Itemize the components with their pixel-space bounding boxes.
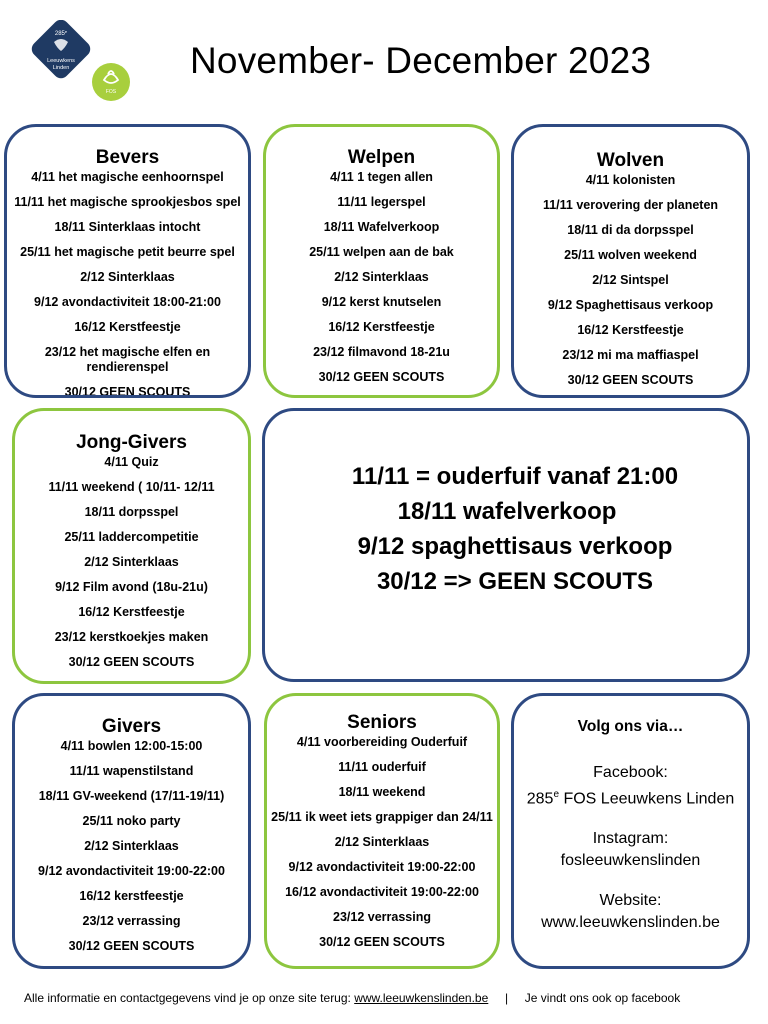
scouts-logo: [28, 20, 138, 102]
schedule-item: 30/12 GEEN SCOUTS: [68, 655, 195, 669]
announcement-line: 18/11 wafelverkoop: [397, 498, 617, 525]
section-title: Bevers: [95, 147, 160, 168]
announcement-line: 9/12 spaghettisaus verkoop: [357, 533, 673, 560]
schedule-item: 18/11 weekend: [338, 785, 426, 799]
schedule-item: 2/12 Sinterklaas: [84, 839, 179, 853]
schedule-item: 4/11 voorbereiding Ouderfuif: [296, 735, 468, 749]
schedule-item: 16/12 Kerstfeestje: [577, 323, 684, 337]
page-title: November- December 2023: [190, 40, 652, 81]
section-bevers: [4, 124, 251, 398]
schedule-item: 23/12 kerstkoekjes maken: [54, 630, 209, 644]
section-seniors: [264, 693, 500, 969]
svg-text:Leeuwkens: Leeuwkens: [47, 58, 75, 64]
footer-facebook-text: Je vindt ons ook op facebook: [524, 991, 681, 1005]
section-items: [7, 170, 248, 398]
section-title: Wolven: [596, 150, 665, 171]
schedule-item: 11/11 wapenstilstand: [69, 764, 194, 778]
instagram-account[interactable]: fosleeuwkenslinden: [560, 852, 701, 870]
schedule-item: 25/11 het magische petit beurre spel: [20, 245, 235, 259]
schedule-item: 4/11 het magische eenhoornspel: [31, 170, 224, 184]
section-items: [514, 173, 747, 388]
schedule-item: 9/12 kerst knutselen: [321, 295, 442, 309]
schedule-item: 2/12 Sinterklaas: [84, 555, 179, 569]
footer-website-link[interactable]: www.leeuwkenslinden.be: [354, 991, 489, 1005]
footer: [24, 990, 724, 1006]
schedule-item: 23/12 verrassing: [82, 914, 181, 928]
schedule-item: 30/12 GEEN SCOUTS: [64, 385, 191, 398]
schedule-item: 11/11 verovering der planeten: [542, 198, 719, 212]
schedule-item: 16/12 Kerstfeestje: [74, 320, 181, 334]
footer-text: Alle informatie en contactgegevens vind je op onze site terug:: [24, 991, 355, 1005]
schedule-item: 11/11 weekend ( 10/11- 12/11: [48, 480, 215, 494]
facebook-label: Facebook:: [593, 764, 668, 781]
section-wolven: [511, 124, 750, 398]
schedule-item: 18/11 Sinterklaas intocht: [54, 220, 201, 234]
section-title: Seniors: [347, 712, 417, 733]
announcement-line: 11/11 = ouderfuif vanaf 21:00: [351, 463, 679, 490]
schedule-item: 11/11 ouderfuif: [338, 760, 426, 774]
announcement-lines: [265, 411, 747, 599]
schedule-item: 11/11 het magische sprookjesbos spel: [14, 195, 241, 209]
section-jonggivers: [12, 408, 251, 684]
schedule-item: 30/12 GEEN SCOUTS: [68, 939, 195, 953]
schedule-item: 30/12 GEEN SCOUTS: [567, 373, 694, 387]
section-givers: [12, 693, 251, 969]
schedule-item: 30/12 GEEN SCOUTS: [318, 370, 445, 384]
schedule-item: 25/11 wolven weekend: [564, 248, 697, 262]
section-title: Jong-Givers: [76, 432, 187, 453]
section-items: [266, 170, 497, 385]
schedule-item: 23/12 filmavond 18-21u: [313, 345, 450, 359]
svg-text:Linden: Linden: [52, 65, 70, 71]
schedule-item: 25/11 ik weet iets grappiger dan 24/11: [271, 810, 493, 824]
schedule-item: 25/11 noko party: [82, 814, 181, 828]
footer-separator: |: [488, 991, 525, 1005]
schedule-item: 9/12 avondactiviteit 18:00-21:00: [34, 295, 221, 309]
schedule-item: 23/12 het magische elfen en rendierenspel: [44, 345, 211, 374]
website-link[interactable]: www.leeuwkenslinden.be: [541, 914, 720, 932]
schedule-item: 9/12 Spaghettisaus verkoop: [547, 298, 714, 312]
schedule-item: 23/12 verrassing: [333, 910, 431, 924]
schedule-item: 25/11 laddercompetitie: [64, 530, 199, 544]
svg-text:FOS: FOS: [105, 89, 117, 95]
follow-title: Volg ons via…: [577, 718, 684, 735]
schedule-item: 4/11 Quiz: [104, 455, 159, 469]
schedule-item: 4/11 bowlen 12:00-15:00: [60, 739, 203, 753]
schedule-item: 25/11 welpen aan de bak: [309, 245, 454, 259]
schedule-item: 11/11 legerspel: [337, 195, 426, 209]
schedule-item: 4/11 1 tegen allen: [330, 170, 433, 184]
schedule-item: 18/11 dorpsspel: [84, 505, 179, 519]
schedule-item: 2/12 Sinterklaas: [80, 270, 175, 284]
schedule-item: 18/11 di da dorpsspel: [567, 223, 694, 237]
schedule-item: 2/12 Sinterklaas: [334, 270, 429, 284]
section-title: Welpen: [347, 147, 416, 168]
section-title: Givers: [101, 716, 162, 737]
website-label: Website:: [599, 892, 662, 910]
schedule-item: 9/12 avondactiviteit 19:00-22:00: [288, 860, 476, 874]
section-items: [267, 735, 497, 950]
schedule-item: 18/11 GV-weekend (17/11-19/11): [38, 789, 225, 803]
section-items: [15, 455, 248, 670]
section-items: [15, 739, 248, 954]
schedule-item: 9/12 Film avond (18u-21u): [55, 580, 208, 594]
instagram-label: Instagram:: [592, 830, 669, 848]
schedule-item: 16/12 Kerstfeestje: [328, 320, 435, 334]
follow-box: [511, 693, 750, 969]
schedule-item: 30/12 GEEN SCOUTS: [319, 935, 445, 949]
schedule-item: 2/12 Sintspel: [592, 273, 669, 287]
svg-text:285e: 285e: [54, 29, 68, 37]
schedule-item: 9/12 avondactiviteit 19:00-22:00: [38, 864, 225, 878]
schedule-item: 16/12 Kerstfeestje: [78, 605, 185, 619]
schedule-item: 16/12 avondactiviteit 19:00-22:00: [285, 885, 479, 899]
schedule-item: 18/11 Wafelverkoop: [323, 220, 440, 234]
schedule-item: 4/11 kolonisten: [585, 173, 676, 187]
schedule-item: 2/12 Sinterklaas: [334, 835, 430, 849]
schedule-item: 23/12 mi ma maffiaspel: [562, 348, 699, 362]
schedule-item: 16/12 kerstfeestje: [79, 889, 184, 903]
section-welpen: [263, 124, 500, 398]
announcement-line: 30/12 => GEEN SCOUTS: [376, 568, 654, 595]
announcement-box: [262, 408, 750, 682]
facebook-page[interactable]: 285e FOS Leeuwkens Linden: [526, 789, 735, 808]
